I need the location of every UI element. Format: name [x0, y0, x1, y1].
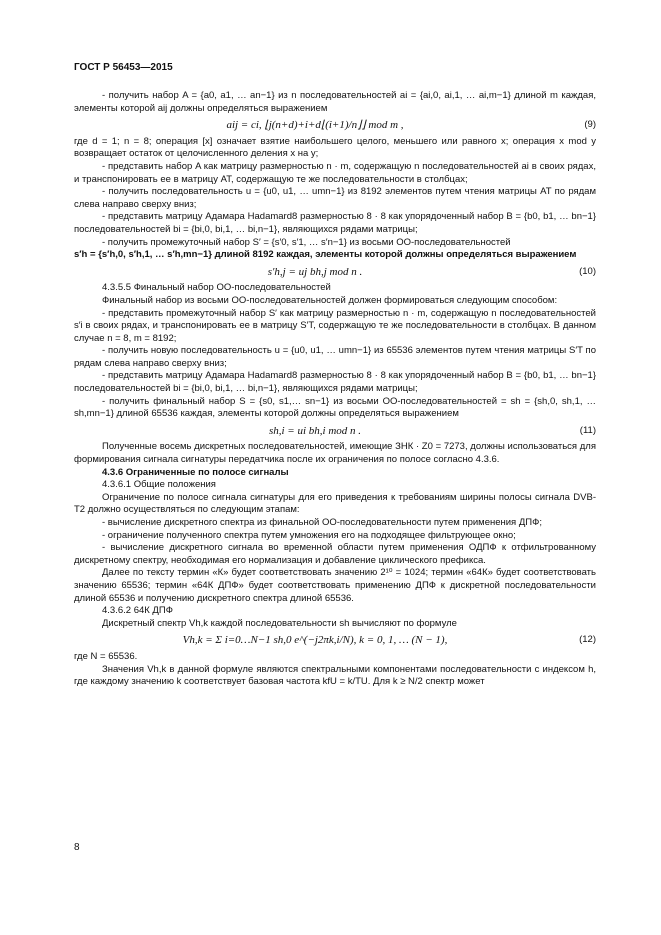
- equation-10: [74, 266, 596, 279]
- section-heading: 4.3.6.1 Общие положения: [102, 479, 216, 491]
- paragraph: - представить набор A как матрицу размерностью n · m, содержащую n последовательностей ai в своих рядах, и транспонировать ее в матрицу AT, содержащую те же последовательности в столбцах;: [74, 160, 596, 185]
- equation-9: [74, 119, 596, 132]
- document-header: ГОСТ Р 56453—2015: [74, 62, 173, 73]
- page-number: 8: [74, 842, 80, 853]
- paragraph: - представить матрицу Адамара Hadamard8 размерностью 8 · 8 как упорядоченный набор B = {b0, b1, … bn−1} последовательностей bi = {bi,0, bi,1, … bi,n−1}, являющихся рядами матрицы;: [74, 211, 596, 235]
- equation-number: (9): [584, 119, 596, 131]
- paragraph: - получить промежуточный набор S′ = {s′0, s′1, … s′n−1} из восьми ОО-последовательностей: [102, 236, 511, 248]
- paragraph: Далее по тексту термин «К» будет соответствовать значению 2¹⁰ = 1024; термин «64К» будет соответствовать значению 65536; термин «64К ДПФ» будет соответствовать применению ДПФ к дискретной последовательности длиной 65536 и получению дискретного спектра длиной 65536.: [74, 567, 596, 604]
- equation-number: (10): [579, 265, 596, 277]
- paragraph: - получить последовательность u = {u0, u1, … umn−1} из 8192 элементов путем чтения матрицы AT по рядам слева направо сверху вниз;: [74, 186, 596, 210]
- equation-12: [74, 634, 596, 647]
- paragraph: Значения Vh,k в данной формуле являются спектральными компонентами последовательности с индексом h, где каждому значению k соответствует базовая частота kfU = k/TU. Для k ≥ N/2 спектр может: [74, 663, 596, 688]
- page-body: [74, 90, 596, 689]
- equation-11: [74, 425, 596, 438]
- paragraph: - представить матрицу Адамара Hadamard8 размерностью 8 · 8 как упорядоченный набор B = {b0, b1, … bn−1} последовательностей bi = {bi,0, bi,1, … bi,n−1}, являющихся рядами матрицы;: [74, 370, 596, 395]
- paragraph: где d = 1; n = 8; операция [x] означает взятие наибольшего целого, меньшего или равного x; операция x mod y возвращает остаток от целочисленного деления x на y;: [74, 135, 596, 160]
- paragraph: - ограничение полученного спектра путем умножения его на подходящее фильтрующее окно;: [102, 529, 516, 541]
- paragraph: Ограничение по полосе сигнала сигнатуры для его приведения к требованиям ширины полосы сигнала DVB-T2 должно осуществляться по следующим этапам:: [74, 491, 596, 516]
- paragraph: - получить финальный набор S = {s0, s1,… sn−1} из восьми ОО-последовательностей = sh = {sh,0, sh,1, … sh,mn−1} длиной 65536 каждая, элементы которой должны определяться выражением: [74, 395, 596, 420]
- paragraph: где N = 65536.: [74, 650, 138, 662]
- section-heading: 4.3.5.5 Финальный набор ОО-последовательностей: [102, 282, 331, 294]
- equation-number: (11): [579, 424, 596, 436]
- paragraph: Дискретный спектр Vh,k каждой последовательности sh вычисляют по формуле: [102, 617, 457, 629]
- paragraph: - представить промежуточный набор S′ как матрицу размерностью n · m, содержащую n последовательностей s′i в своих рядах, и транспонировать ее в матрицу S′T, содержащую те же последовательности в столбцах. В данном случае n = 8, m = 8192;: [74, 307, 596, 344]
- formula: s′h,j = uj bh,j mod n .: [267, 265, 363, 278]
- paragraph: Финальный набор из восьми ОО-последовательностей должен формироваться следующим способом:: [102, 294, 558, 306]
- paragraph: s′h = {s′h,0, s′h,1, … s′h,mn−1} длиной 8192 каждая, элементы которой должны определяться выражением: [74, 249, 577, 261]
- formula: sh,i = ui bh,i mod n .: [268, 424, 362, 437]
- equation-number: (12): [579, 634, 596, 646]
- paragraph: - получить новую последовательность u = {u0, u1, … umn−1} из 65536 элементов путем чтения матрицы S′T по рядам слева направо сверху вниз;: [74, 345, 596, 369]
- section-heading: 4.3.6 Ограниченные по полосе сигналы: [102, 466, 289, 478]
- formula: aij = ci, ⌊j(n+d)+i+d⌊(i+1)/n⌋⌋ mod m ,: [226, 119, 404, 132]
- paragraph: - получить набор A = {a0, a1, … an−1} из n последовательностей ai = {ai,0, ai,1, … ai,m−1} длиной m каждая, элементы которой aij должны определяться выражением: [74, 90, 596, 114]
- section-heading: 4.3.6.2 64К ДПФ: [102, 605, 173, 617]
- paragraph: - вычисление дискретного сигнала во временной области путем применения ОДПФ к отфильтрованному дискретному спектру, необходимая его нормализация и добавление циклического префикса.: [74, 542, 596, 566]
- paragraph: Полученные восемь дискретных последовательностей, имеющие ЗНК · Z0 = 7273, должны использоваться для формирования сигнала сигнатуры передатчика после их ограничения по полосе согласно 4.3.6.: [74, 441, 596, 466]
- formula: Vh,k = Σ i=0…N−1 sh,0 e^(−j2πk,i/N), k = 0, 1, … (N − 1),: [182, 634, 448, 647]
- paragraph: - вычисление дискретного спектра из финальной ОО-последовательности путем применения ДПФ;: [102, 517, 542, 528]
